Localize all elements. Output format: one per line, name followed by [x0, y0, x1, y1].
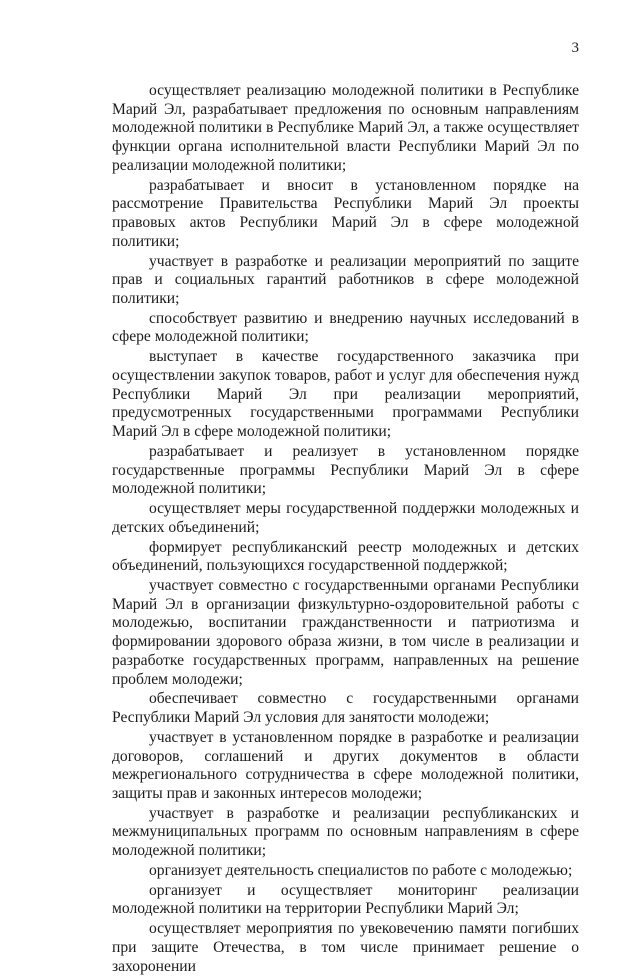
paragraph: участвует в разработке и реализации республиканских и межмуниципальных программ по основным направлениям в сфере молодежной политики; — [112, 804, 579, 860]
paragraph: выступает в качестве государственного заказчика при осуществлении закупок товаров, работ и услуг для обеспечения нужд Республики Марий Эл при реализации мероприятий, предусмотренных государственными программами Республики Марий Эл в сфере молодежной политики; — [112, 348, 579, 441]
paragraph: осуществляет реализацию молодежной политики в Республике Марий Эл, разрабатывает предложения по основным направлениям молодежной политики в Республике Марий Эл, а также осуществляет функции органа исполнительной власти Республики Марий Эл по реализации молодежной политики; — [112, 82, 579, 174]
paragraph: разрабатывает и вносит в установленном порядке на рассмотрение Правительства Республики Марий Эл проекты правовых актов Республики Марий Эл в сфере молодежной политики; — [112, 176, 579, 250]
paragraph: участвует совместно с государственными органами Республики Марий Эл в организации физкультурно-оздоровительной работы с молодежью, воспитании гражданственности и патриотизма и формировании здорового образа жизни, в том числе в реализации и разработке государственных программ, направленных на решение проблем молодежи; — [112, 577, 579, 688]
paragraph: организует и осуществляет мониторинг реализации молодежной политики на территории Республики Марий Эл; — [112, 881, 579, 918]
paragraph: обеспечивает совместно с государственными органами Республики Марий Эл условия для занятости молодежи; — [112, 690, 579, 727]
paragraph: осуществляет мероприятия по увековечению памяти погибших при защите Отечества, в том числе принимает решение о захоронении — [112, 920, 579, 975]
document-body — [112, 82, 579, 976]
paragraph: способствует развитию и внедрению научных исследований в сфере молодежной политики; — [112, 309, 579, 346]
paragraph: разрабатывает и реализует в установленном порядке государственные программы Республики Марий Эл в сфере молодежной политики; — [112, 442, 579, 498]
page-number: 3 — [571, 40, 579, 56]
paragraph: участвует в установленном порядке в разработке и реализации договоров, соглашений и других документов в области межрегионального сотрудничества в сфере молодежной политики, защиты прав и законных интересов молодежи; — [112, 728, 579, 802]
paragraph: организует деятельность специалистов по работе с молодежью; — [149, 861, 573, 879]
paragraph: осуществляет меры государственной поддержки молодежных и детских объединений; — [112, 500, 579, 536]
paragraph: формирует республиканский реестр молодежных и детских объединений, пользующихся государственной поддержкой; — [112, 538, 579, 575]
paragraph: участвует в разработке и реализации мероприятий по защите прав и социальных гарантий работников в сфере молодежной политики; — [112, 252, 579, 307]
